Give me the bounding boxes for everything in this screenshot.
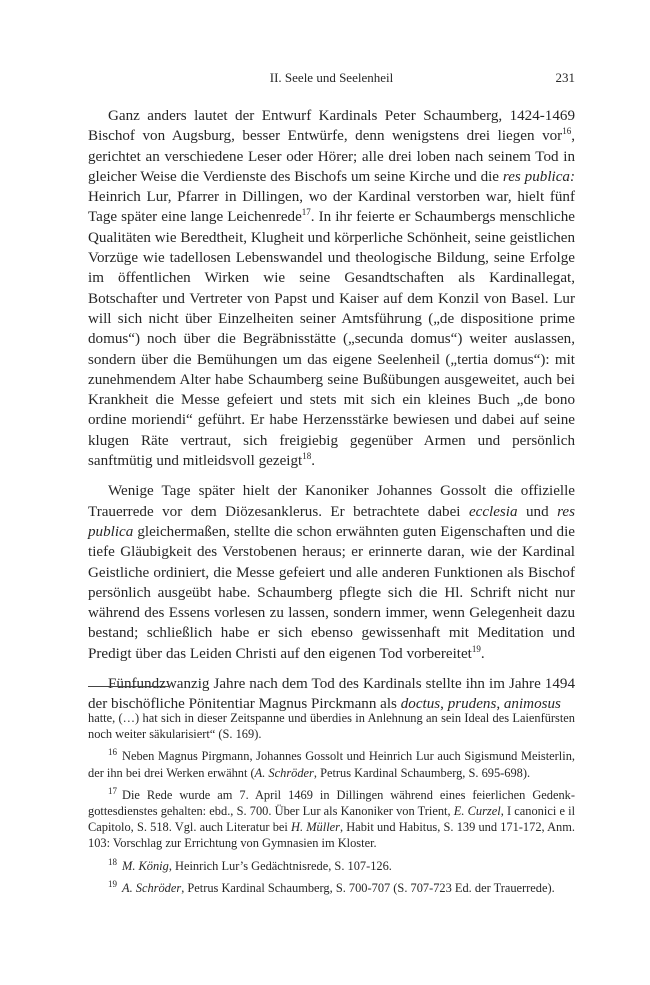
text-run: , I canonici e il Capitolo, S. 518. Vgl. auch Literatur bei [88, 804, 576, 835]
page-number: 231 [555, 70, 575, 85]
running-header [88, 70, 575, 88]
paragraph-2 [88, 481, 575, 664]
footnote-ref-16: 16 [562, 126, 572, 137]
italic-run: M. König [122, 858, 169, 873]
text-run: Heinrich Lur, Pfarrer in Dillingen, wo der Kardinal verstorben war, hielt fünf Tage später eine lange Leichenrede [88, 189, 575, 226]
text-run: gleichermaßen, stellte die schon erwähnten guten Eigenschaften und die tiefe Gläubigkeit des Verstobenen heraus; er erinnerte daran, wie der Kardinal Geistliche ordiniert, die Messe gefeiert und alle anderen Funktionen als Bischof persönlich ausgeübt habe. Schaumberg pflegte sich die Hl. Schrift nicht nur während des Essens vorlesen zu lassen, sondern immer, wenn Gelegenheit dazu bestand; schließlich habe er sich ebenso gewissenhaft mit Meditation und Predigt über das Leiden Christi auf den eigenen Tod vorbereitet [88, 523, 575, 662]
italic-run: A. Schröder [254, 765, 314, 780]
footnote-18 [88, 858, 575, 874]
text-run: , Petrus Kardinal Schaumberg, S. 695-698). [313, 765, 531, 780]
footnote-17 [88, 787, 575, 852]
text-run: , gerichtet an verschiedene Leser oder Hörer; alle drei loben nach seinem Tod in gleicher Weise die Verdienste des Bischofs um seine Kirche und die [88, 128, 575, 185]
text-run: Neben Magnus Pirgmann, Johannes Gossolt und Heinrich Lur auch Sigismund Meisterlin, der ihn bei drei Werken erwähnt ( [88, 749, 575, 780]
text-run: Fünfundzwanzig Jahre nach dem Tod des Kardinals stellte ihn im Jahre 1494 der bischöfliche Pönitentiar Magnus Pirckmann als [88, 676, 575, 713]
text-run: , Habit und Habitus, S. 139 und 171-172, Anm. 103: Vorschlag zur Errichtung von Gymnasien im Kloster. [88, 820, 575, 851]
text-run: und [517, 503, 558, 520]
italic-run: H. Müller [291, 820, 340, 835]
footnotes [88, 710, 575, 902]
footnote-separator [88, 686, 170, 687]
paragraph-1 [88, 106, 575, 471]
italic-run: res publica: [502, 168, 575, 185]
footnote-ref-18: 18 [302, 451, 312, 462]
text-run: , [496, 696, 504, 713]
italic-run: E. Curzel [453, 804, 501, 819]
italic-run: doctus [400, 696, 441, 713]
text-run: , [440, 696, 448, 713]
italic-run: animosus [503, 696, 561, 713]
text-run: , Petrus Kardinal Schaumberg, S. 700-707 (S. 707-723 Ed. der Trauerrede). [181, 880, 555, 895]
text-run: Ganz anders lautet der Entwurf Kardinals Peter Schaumberg, 1424-1469 Bischof von Augsburg, besser Entwürfe, denn wenigstens drei liegen vor [88, 108, 575, 145]
text-run: . [311, 453, 315, 470]
footnote-19 [88, 880, 575, 896]
footnote-continuation: hatte, (…) hat sich in dieser Zeitspanne und überdies in Anlehnung an sein Ideal des Laienfürsten noch weiter säkularisiert“ (S. 169). [88, 711, 575, 742]
italic-run: res publica [88, 503, 575, 540]
footnote-16 [88, 748, 575, 780]
text-run: . [480, 645, 485, 662]
footnote-number: 17 [108, 785, 117, 796]
italic-run: A. Schröder [122, 880, 182, 895]
main-text [88, 106, 575, 725]
footnote-number: 19 [108, 878, 117, 889]
text-run: . In ihr feierte er Schaumbergs menschliche Qualitäten wie Beredtheit, Klugheit und körperliche Schönheit, seine geistlichen Vorzüge wie tadellosen Lebenswandel und theologische Bildung, seine Erfolge im öffentlichen Wirken wie seine Gesandtschaften als Kardinallegat, Botschafter und Vertreter von Papst und Kaiser auf dem Konzil von Basel. Lur will sich nicht über Einzelheiten seiner Amtsführung („de dispositione prime domus“) noch über die Begräbnisstätte („secunda domus“) weiter auslassen, sondern über die Bemühungen um das eigene Seelenheil („tertia domus“): mit zunehmendem Alter habe Schaumberg seine Bußübungen ausgeweitet, auch bei Krankheit die Messe gefeiert und stets mit sich ein kleines Buch „de bono ordine moriendi“ geführt. Er habe Herzensstärke bewiesen und dabei auf seine klugen Räte vertraut, sich freigiebig gegenüber Armen und persönlich sanftmütig und mitleidsvoll gezeigt [88, 209, 575, 470]
running-title: II. Seele und Seelenheil [269, 70, 394, 85]
text-run: Die Rede wurde am 7. April 1469 in Dillingen während eines feierlichen Gedenkgottesdienstes gehalten: ebd., S. 700. Über Lur als Kanoniker von Trient, [88, 787, 575, 819]
footnote-number: 18 [108, 856, 117, 867]
italic-run: ecclesia [468, 503, 518, 520]
footnote-ref-19: 19 [471, 643, 481, 654]
text-run: , Heinrich Lur’s Gedächtnisrede, S. 107-126. [168, 858, 392, 873]
footnote-ref-17: 17 [301, 207, 311, 218]
footnote-number: 16 [108, 747, 117, 758]
text-run: Wenige Tage später hielt der Kanoniker Johannes Gossolt die offizielle Trauerrede vor dem Diözesanklerus. Er betrachtete dabei [88, 483, 575, 520]
italic-run: prudens [447, 696, 497, 713]
paragraph-3 [88, 674, 575, 715]
